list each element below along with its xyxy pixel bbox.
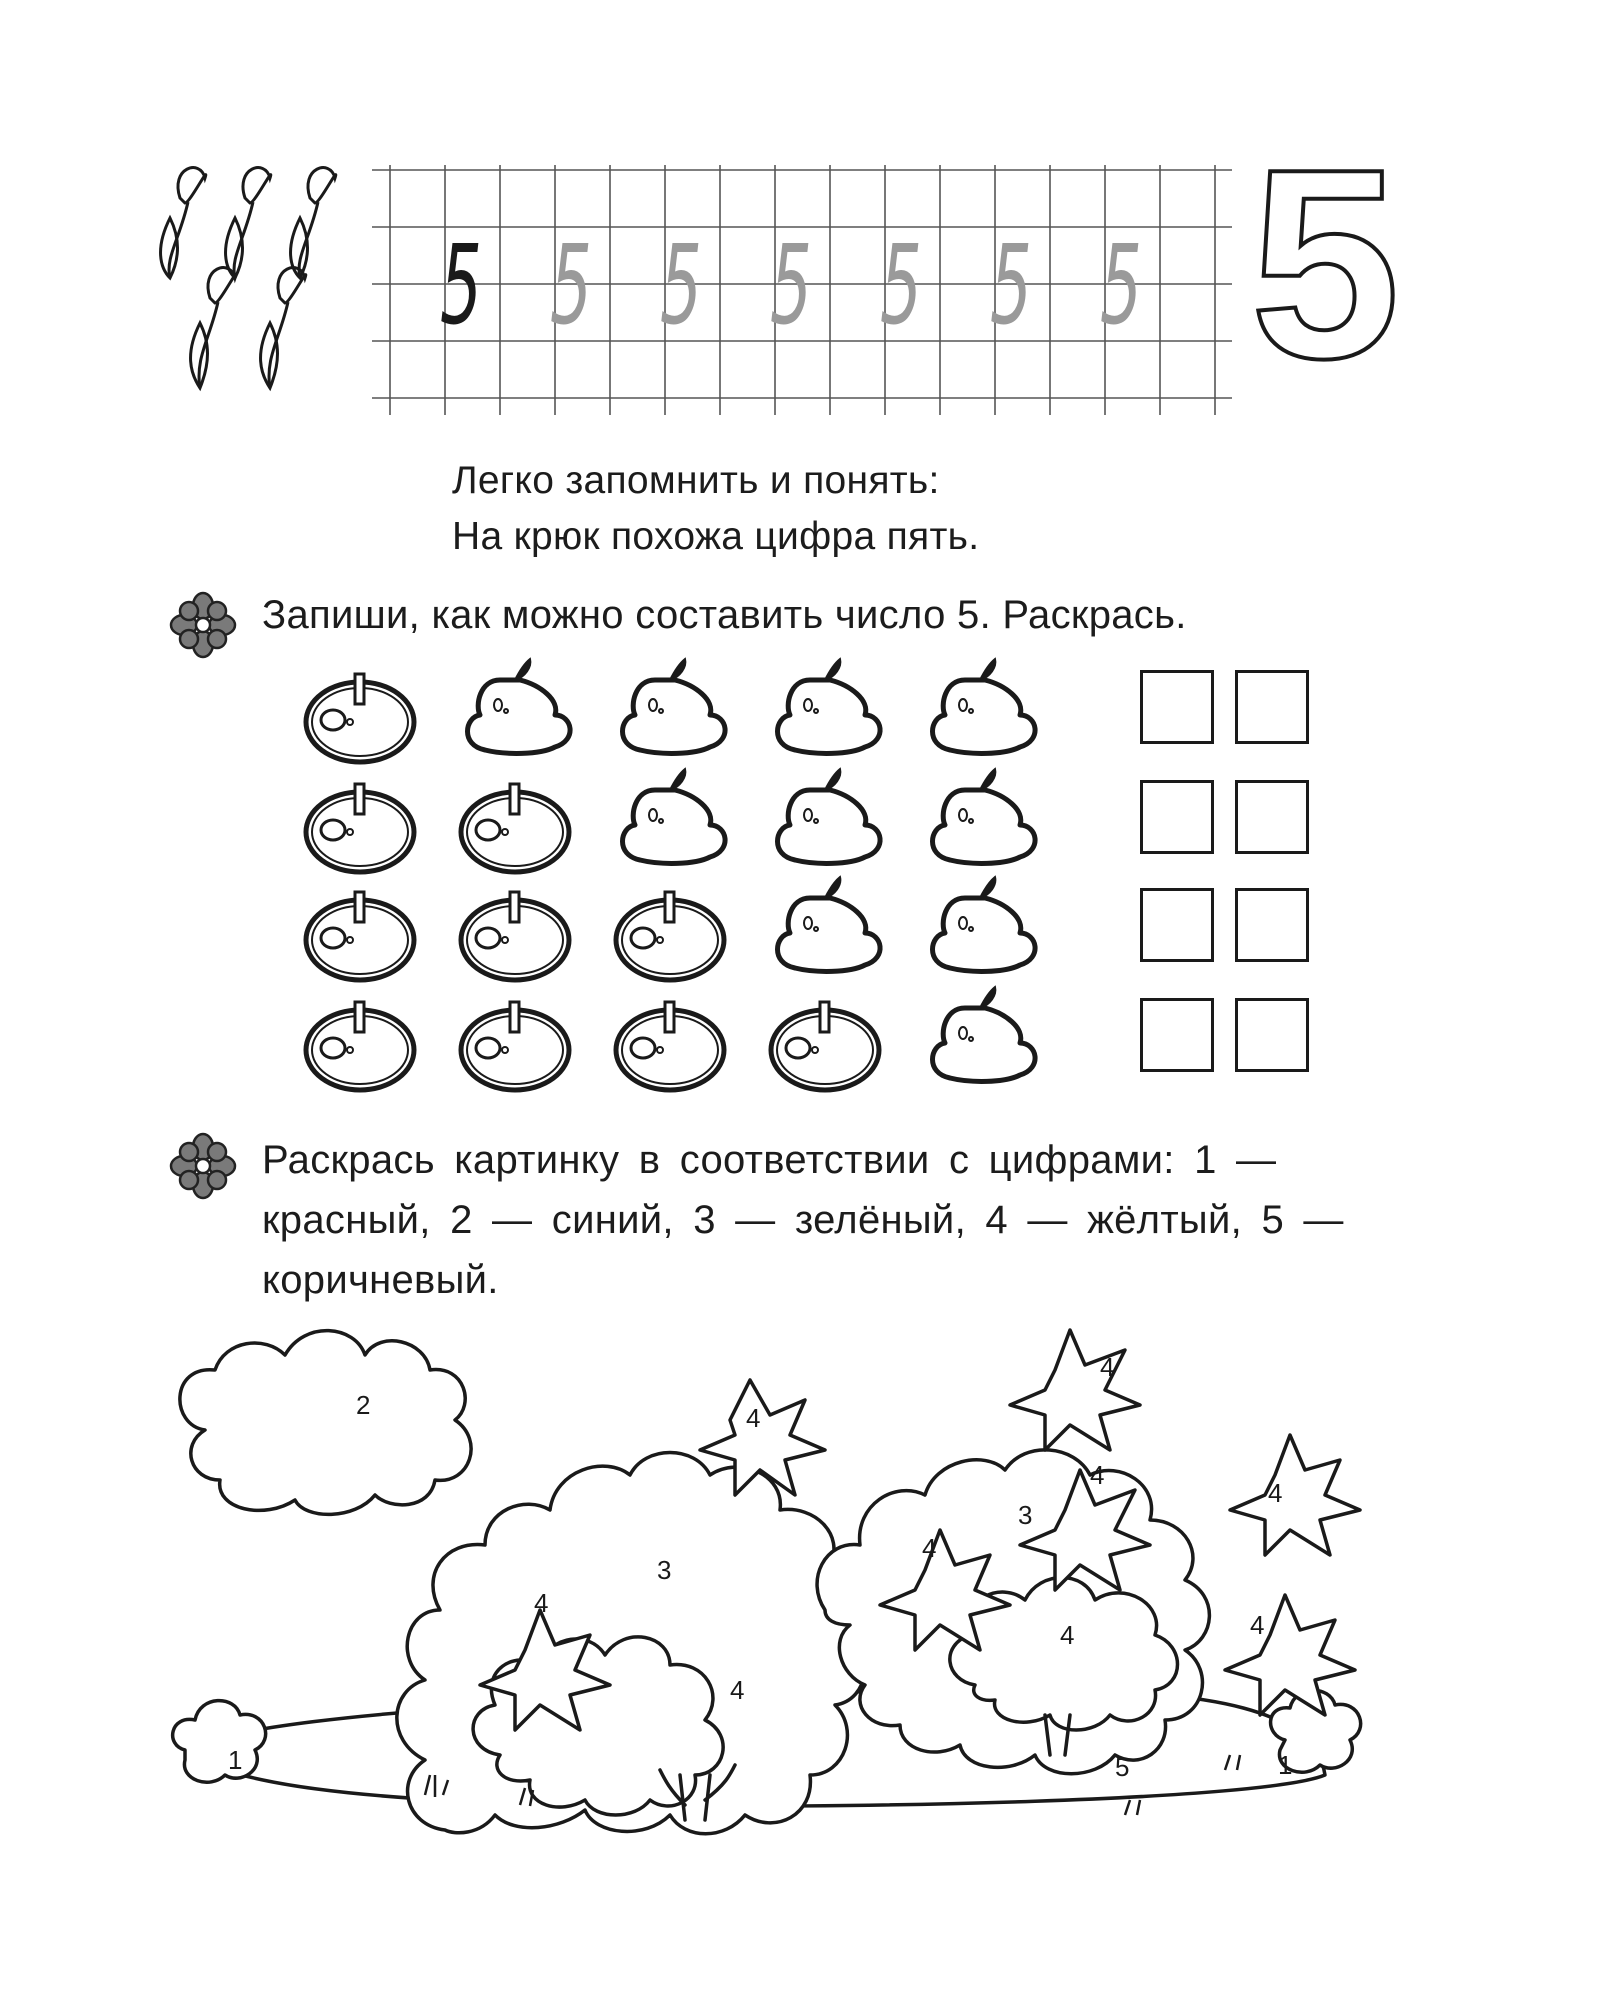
copy-digit-trace: 5 <box>770 221 812 349</box>
bullet-flower-icon <box>170 1133 236 1199</box>
label-leaf-1: 4 <box>746 1403 761 1433</box>
copy-digit-trace: 5 <box>990 221 1032 349</box>
label-cloud: 2 <box>356 1390 371 1420</box>
task2-line-1: Раскрась картинку в соответствии с цифрами: 1 — <box>262 1138 1277 1182</box>
label-bush-left-small: 4 <box>730 1675 745 1705</box>
copy-digit-trace: 5 <box>880 221 922 349</box>
label-bush-right-small: 4 <box>1060 1620 1075 1650</box>
task1-text: Запиши, как можно составить число 5. Раскрась. <box>262 593 1187 637</box>
fruit-grid <box>295 650 1095 1100</box>
label-leaf-3: 4 <box>1090 1460 1105 1490</box>
answer-box-4b[interactable] <box>1235 998 1309 1072</box>
label-bush-right-big: 3 <box>1018 1500 1033 1530</box>
label-ground: 5 <box>1115 1752 1130 1782</box>
poem-line-2: На крюк похожа цифра пять. <box>452 515 980 558</box>
copy-digit-trace: 5 <box>660 221 702 349</box>
fruit-row-4 <box>306 987 1035 1090</box>
answer-box-1a[interactable] <box>1140 670 1214 744</box>
task2-line-3: коричневый. <box>262 1258 499 1302</box>
answer-box-4a[interactable] <box>1140 998 1214 1072</box>
label-leaf-7: 4 <box>922 1533 937 1563</box>
fruit-row-1 <box>306 659 1035 762</box>
big-digit-five: 5 <box>1250 114 1401 415</box>
label-leaf-2: 4 <box>1100 1352 1115 1382</box>
poem-line-1: Легко запомнить и понять: <box>452 459 940 502</box>
copy-digit-sample: 5 <box>440 221 482 349</box>
fruit-row-3 <box>306 877 1035 980</box>
answer-box-3a[interactable] <box>1140 888 1214 962</box>
task2-line-2: красный, 2 — синий, 3 — зелёный, 4 — жёлтый, 5 — <box>262 1198 1344 1242</box>
answer-box-3b[interactable] <box>1235 888 1309 962</box>
fruit-row-2 <box>306 769 1035 872</box>
copy-digit-trace: 5 <box>550 221 592 349</box>
answer-box-2b[interactable] <box>1235 780 1309 854</box>
label-leaf-4: 4 <box>1268 1478 1283 1508</box>
bullet-flower-icon <box>170 592 236 658</box>
answer-box-2a[interactable] <box>1140 780 1214 854</box>
label-bush-left-big: 3 <box>657 1555 672 1585</box>
label-flower-left: 1 <box>228 1745 243 1775</box>
answer-box-1b[interactable] <box>1235 670 1309 744</box>
label-leaf-5: 4 <box>1250 1610 1265 1640</box>
copy-digit-trace: 5 <box>1100 221 1142 349</box>
label-leaf-6: 4 <box>534 1588 549 1618</box>
flower-left <box>173 1701 266 1783</box>
tulips-decoration <box>160 158 360 418</box>
label-flower-right: 1 <box>1278 1750 1293 1780</box>
cloud-shape <box>180 1331 471 1515</box>
